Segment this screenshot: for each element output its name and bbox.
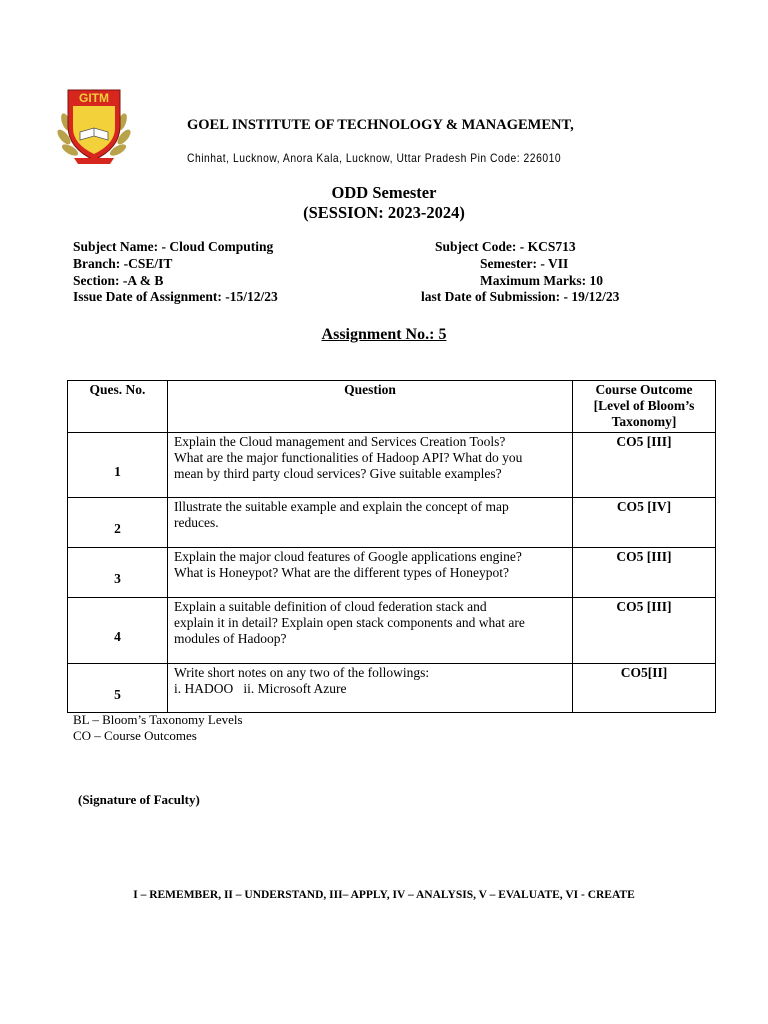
header-course-outcome: Course Outcome [Level of Bloom’s Taxonomy] — [573, 381, 716, 433]
question-number: 1 — [68, 433, 168, 498]
question-number: 3 — [68, 548, 168, 598]
table-row — [68, 433, 716, 498]
course-outcome: CO5 [III] — [573, 548, 716, 598]
subject-code: Subject Code: - KCS713 — [435, 239, 576, 254]
legend-co: CO – Course Outcomes — [73, 728, 197, 743]
question-number: 5 — [68, 664, 168, 713]
issue-date: Issue Date of Assignment: -15/12/23 — [73, 289, 278, 304]
question-text: Explain the Cloud management and Services Creation Tools? What are the major functionalities of Hadoop API? What do you mean by third party cloud services? Give suitable examples? — [168, 433, 573, 498]
section: Section: -A & B — [73, 273, 164, 288]
question-text: Write short notes on any two of the followings: i. HADOO ii. Microsoft Azure — [168, 664, 573, 713]
institute-address: Chinhat, Lucknow, Anora Kala, Lucknow, Uttar Pradesh Pin Code: 226010 — [187, 151, 562, 165]
session-title: (SESSION: 2023-2024) — [303, 203, 465, 222]
faculty-signature: (Signature of Faculty) — [78, 792, 200, 807]
subject-name: Subject Name: - Cloud Computing — [73, 239, 274, 254]
course-outcome: CO5 [IV] — [573, 498, 716, 548]
assignment-title: Assignment No.: 5 — [321, 326, 447, 343]
institute-logo — [56, 82, 132, 166]
table-row — [68, 664, 716, 713]
institute-name: GOEL INSTITUTE OF TECHNOLOGY & MANAGEMENT, — [187, 117, 574, 133]
legend-bl: BL – Bloom’s Taxonomy Levels — [73, 712, 243, 727]
last-date: last Date of Submission: - 19/12/23 — [421, 289, 620, 304]
question-text: Explain the major cloud features of Google applications engine? What is Honeypot? What are the different types of Honeypot? — [168, 548, 573, 598]
question-number: 2 — [68, 498, 168, 548]
logo-text: GITM — [79, 91, 109, 105]
table-row — [68, 498, 716, 548]
questions-table — [67, 380, 716, 713]
course-outcome: CO5[II] — [573, 664, 716, 713]
question-text: Explain a suitable definition of cloud federation stack and explain it in detail? Explain open stack components and what are modules of Hadoop? — [168, 598, 573, 664]
table-row — [68, 598, 716, 664]
course-outcome: CO5 [III] — [573, 433, 716, 498]
semester-title: ODD Semester — [331, 183, 437, 202]
header-qno: Ques. No. — [68, 381, 168, 433]
table-header-row — [68, 381, 716, 433]
header-question: Question — [168, 381, 573, 433]
question-number: 4 — [68, 598, 168, 664]
table-row — [68, 548, 716, 598]
taxonomy-footer: I – REMEMBER, II – UNDERSTAND, III– APPLY, IV – ANALYSIS, V – EVALUATE, VI - CREATE — [133, 889, 635, 901]
semester-value: Semester: - VII — [480, 256, 569, 271]
maximum-marks: Maximum Marks: 10 — [480, 273, 603, 288]
question-text: Illustrate the suitable example and explain the concept of map reduces. — [168, 498, 573, 548]
branch: Branch: -CSE/IT — [73, 256, 173, 271]
course-outcome: CO5 [III] — [573, 598, 716, 664]
